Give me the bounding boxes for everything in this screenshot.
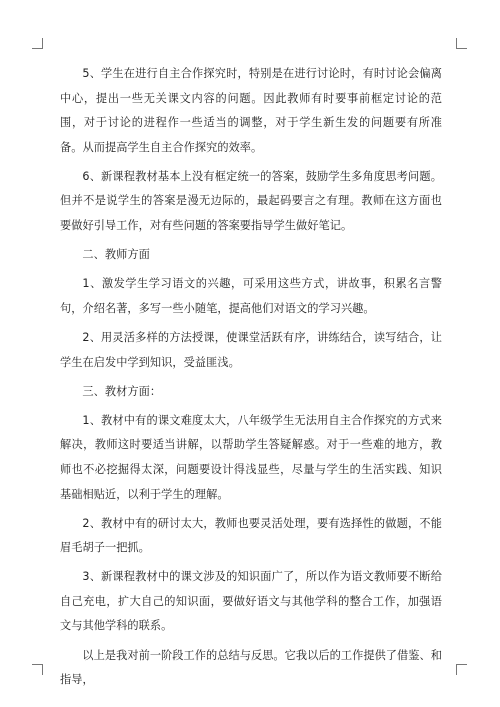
paragraph-teacher-1: 1、激发学生学习语文的兴趣，可采用这些方式，讲故事，积累名言警句，介绍名著，多写一些小随笔，提高他们对语文的学习兴趣。 [60, 277, 442, 315]
page-corner-mark-bottom-left [32, 664, 43, 675]
paragraph-item-5: 5、学生在进行自主合作探究时，特别是在进行讨论时，有时讨论会偏离中心，提出一些无关课文内容的问题。因此教师有时要事前框定讨论的范围，对于讨论的进程作一些适当的调整，对于学生新生发的问题要有所准备。从而提高学生自主合作探究的效率。 [60, 67, 442, 154]
page-corner-mark-top-left [32, 38, 43, 49]
section-heading-teacher: 二、教师方面 [82, 248, 150, 262]
paragraph-conclusion: 以上是我对前一阶段工作的总结与反思。它我以后的工作提供了借鉴、和指导， [60, 648, 442, 687]
page-corner-mark-top-right [456, 38, 467, 49]
paragraph-teacher-2: 2、用灵活多样的方法授课，使课堂活跃有序，讲练结合，读写结合，让学生在启发中学到知识，受益匪浅。 [60, 330, 442, 369]
paragraph-item-6: 6、新课程教材基本上没有框定统一的答案，鼓励学生多角度思考问题。但并不是说学生的答案是漫无边际的，最起码要言之有理。教师在这方面也要做好引导工作，对有些问题的答案要指导学生做好笔记。 [60, 169, 442, 233]
page-corner-mark-bottom-right [456, 664, 467, 675]
paragraph-materials-2: 2、教材中有的研讨太大，教师也要灵活处理，要有选择性的做题，不能眉毛胡子一把抓。 [60, 516, 442, 555]
paragraph-materials-1: 1、教材中有的课文难度太大，八年级学生无法用自主合作探究的方式来解决，教师这时要适当讲解，以帮助学生答疑解惑。对于一些难的地方，教师也不必挖掘得太深，问题要设计得浅显些，尽量与学生的生活实践、知识基础相贴近，以利于学生的理解。 [60, 413, 442, 501]
section-heading-materials: 三、教材方面： [82, 384, 162, 398]
paragraph-materials-3: 3、新课程教材中的课文涉及的知识面广了，所以作为语文教师要不断给自己充电，扩大自己的知识面，要做好语文与其他学科的整合工作，加强语文与其他学科的联系。 [60, 570, 442, 633]
document-body [60, 62, 442, 697]
